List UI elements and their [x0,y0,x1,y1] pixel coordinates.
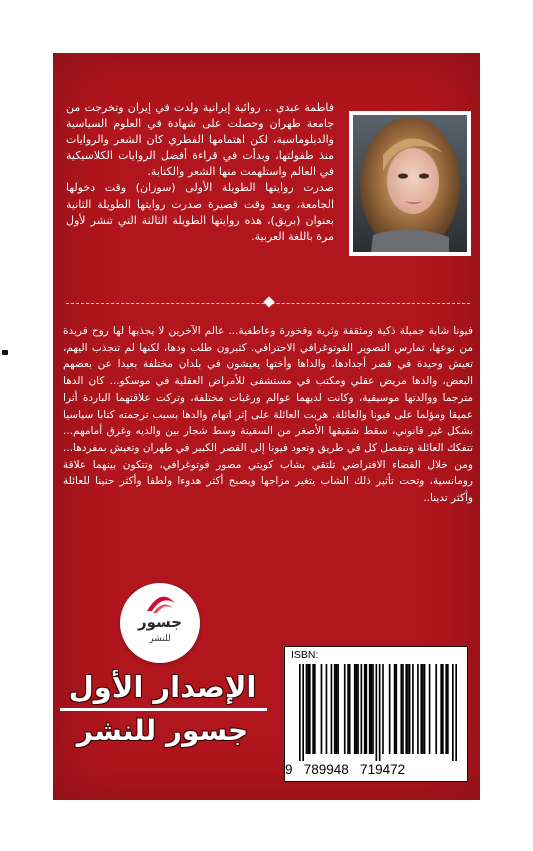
barcode-bar [344,664,346,754]
barcode-bar [402,664,404,754]
author-photo [349,111,471,256]
barcode-bar [409,664,411,754]
barcode-bar [417,664,419,754]
barcode-bar [307,664,309,754]
barcode-bar [371,664,373,754]
barcode-bar [321,664,323,754]
barcode-bar [376,664,378,761]
barcode-bar [312,664,314,754]
barcode-bar [420,664,422,754]
barcode-bar [405,664,407,754]
barcode-bar [369,664,371,754]
author-portrait-image [353,115,467,252]
barcode-bar [337,664,339,754]
barcode-bar [336,664,338,754]
barcode-bar [394,664,396,754]
isbn-label: ISBN: [291,649,319,661]
barcode-bar [309,664,311,754]
barcode-bar [435,664,437,754]
barcode-bar [314,664,316,754]
barcode-bar [412,664,414,754]
barcode-bar [440,664,442,754]
barcode-bar [442,664,444,754]
edge-mark [2,350,8,355]
barcode-bar [424,664,426,754]
barcode-bar [354,664,356,754]
barcode-bar [382,664,384,754]
barcode-bar [452,664,454,761]
barcode-bar [445,664,447,754]
publisher-name: جسور للنشر [76,714,249,747]
book-blurb: فيونا شابة جميلة ذكية ومثقفة وثرية وفخورة وعاطفية... عالم الآخرين لا يجذبها لها روح فريدة من نوعها، تمارس التصوير الفوتوغرافي الاحترافي. كثيرون طلب ودها، لكنها لم تنجذب اليهم، تعيش وحيدة في قصر أجدادها، والداها وأختها يعيشون في بلدان مختلفة بعيدا عن بعضهم البعض، والدها مريض عقلي ومكتب في مستشفى للأمراض العقلية في موسكو... كان الدها مترجما ووالدتها موسيقية، وكانت لديهما عوالم ورغبات مختلفة، وتركت علاقتهما الباردة أثرا عميقا ومؤلما على فيونا والعائلة. هربت العائلة على إثر اتهام والدها بسبب ترجمته كتابا سياسيا بشكل غير قانوني، سقط شقيقها الأصغر من السفينة وسط شجار بين والديه وغرق أمامهم... تتفكك العائلة وتنفصل كل في طريق وتعود فيونا إلى القصر الكبير في طهران وتعيش بمفردها... ومن خلال الفضاء الافتراضي تلتقي بشاب كويتي مصور فوتوغرافي، وتتكون بينهما علاقة رومانسية، وتحت تأثير ذلك الشاب يتغير مزاجها ويصبح أكثر هدوءا ولطفا وأكثر حنينا للعائلة وأكثر تدينا.. [63,325,473,505]
barcode-bar [356,664,358,754]
barcode-bar [422,664,424,754]
barcode-bar [306,664,308,754]
barcode-bar [334,664,336,754]
barcode-bar [400,664,402,754]
barcode-bar [407,664,409,754]
first-edition-title: الإصدار الأول [68,670,257,704]
imprint-rule [60,708,267,711]
publisher-logo [120,583,200,663]
barcode-bar [455,664,457,761]
barcode-bar [361,664,363,754]
barcode [299,664,457,761]
isbn-number: 9 789948 719472 [285,762,406,777]
barcode-bar [389,664,391,754]
barcode-bar [331,664,333,754]
barcode-bar [429,664,431,754]
barcode-bar [349,664,351,754]
barcode-bar [347,664,349,754]
logo-word: جسور [137,613,183,631]
barcode-bar [447,664,449,754]
barcode-bar [395,664,397,754]
author-bio: فاطمة عبدي .. روائية إيرانية ولدت في إيران وتخرجت من جامعة طهران وحصلت على شهادة في العلوم السياسية والدبلوماسية، لكن اهتمامها الفطري كان الشعر والروايات منذ طفولتها، وبدأت في قراءة أفضل الروايات الكلاسيكية في العالم واستلهمت منها الشعر والكتابة. صدرت روايتها الطويلة الأولى (سوزان) وقت دخولها الجامعة، وبعد وقت قصيرة صدرت روايتها الطويلة الثانية بعنوان (بريق)، هذه روايتها الطويلة الثالثة التي تنشر لأول مرة باللغة العربية. [66,101,334,243]
barcode-bar [372,664,374,754]
logo-subtitle: للنشر [149,634,171,644]
barcode-bar [366,664,368,754]
barcode-bar [302,664,304,761]
barcode-bar [357,664,359,754]
barcode-bar [326,664,328,754]
barcode-bar [379,664,381,761]
barcode-bar [364,664,366,754]
isbn-barcode-box [284,646,468,782]
swoosh-icon [144,591,178,615]
barcode-bar [299,664,301,761]
